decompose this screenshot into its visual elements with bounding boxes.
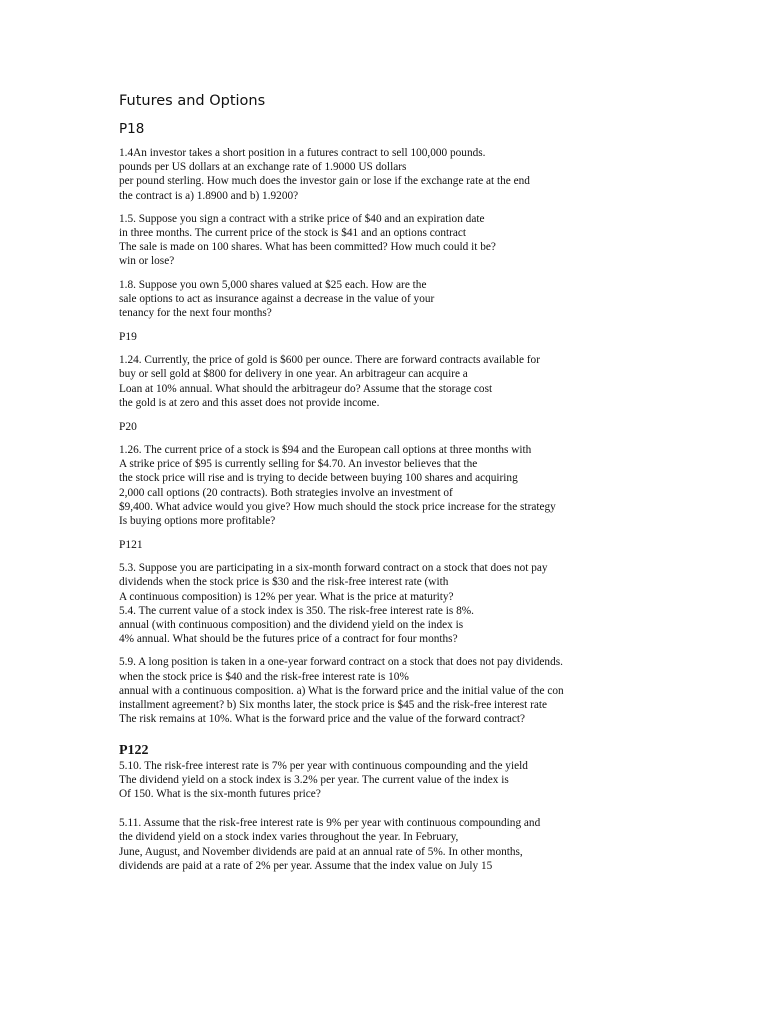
text-line: in three months. The current price of the stock is $41 and an options contract xyxy=(119,227,467,240)
text-line: annual (with continuous composition) and the dividend yield on the index is xyxy=(119,619,464,632)
text-line: 1.4An investor takes a short position in a futures contract to sell 100,000 pounds. xyxy=(119,147,486,159)
text-line: Of 150. What is the six-month futures price? xyxy=(119,787,321,800)
question-5-10 xyxy=(119,759,639,802)
section-heading-p122: P122 xyxy=(119,742,149,758)
text-line: Loan at 10% annual. What should the arbitrageur do? Assume that the storage cost xyxy=(119,382,493,395)
question-1-26 xyxy=(119,443,639,528)
text-line: the gold is at zero and this asset does not provide income. xyxy=(119,396,380,409)
text-line: when the stock price is $40 and the risk-free interest rate is 10% xyxy=(119,670,409,683)
text-line: The sale is made on 100 shares. What has been committed? How much could it be? xyxy=(119,241,496,254)
text-line: dividends when the stock price is $30 and the risk-free interest rate (with xyxy=(119,576,449,589)
text-line: 1.24. Currently, the price of gold is $600 per ounce. There are forward contracts available for xyxy=(119,354,540,367)
text-line: June, August, and November dividends are paid at an annual rate of 5%. In other months, xyxy=(119,845,523,858)
text-line: dividends are paid at a rate of 2% per year. Assume that the index value on July 15 xyxy=(119,859,493,872)
text-line: 1.8. Suppose you own 5,000 shares valued at $25 each. How are the xyxy=(119,278,427,291)
text-line: 5.9. A long position is taken in a one-year forward contract on a stock that does not pay dividends. xyxy=(119,656,563,669)
text-line: 1.26. The current price of a stock is $94 and the European call options at three months with xyxy=(119,444,532,457)
text-line: A strike price of $95 is currently selling for $4.70. An investor believes that the xyxy=(119,458,478,471)
document-page xyxy=(119,92,639,882)
question-1-4 xyxy=(119,146,639,203)
text-line: sale options to act as insurance against a decrease in the value of your xyxy=(119,292,435,305)
text-line: the contract is a) 1.8900 and b) 1.9200? xyxy=(119,189,299,202)
section-heading-p121: P121 xyxy=(119,539,143,552)
text-line: The dividend yield on a stock index is 3.2% per year. The current value of the index is xyxy=(119,773,509,786)
text-line: 5.11. Assume that the risk-free interest rate is 9% per year with continuous compounding and xyxy=(119,817,541,830)
question-1-8 xyxy=(119,278,639,321)
text-line: 1.5. Suppose you sign a contract with a strike price of $40 and an expiration date xyxy=(119,212,485,225)
question-5-9 xyxy=(119,655,639,726)
text-line: 5.4. The current value of a stock index is 350. The risk-free interest rate is 8%. xyxy=(119,604,475,617)
text-line: 4% annual. What should be the futures price of a contract for four months? xyxy=(119,633,458,646)
text-line: buy or sell gold at $800 for delivery in one year. An arbitrageur can acquire a xyxy=(119,368,468,381)
text-line: $9,400. What advice would you give? How much should the stock price increase for the strategy xyxy=(119,500,556,513)
text-line: the stock price will rise and is trying to decide between buying 100 shares and acquiring xyxy=(119,472,518,485)
question-5-11 xyxy=(119,816,639,873)
text-line: Is buying options more profitable? xyxy=(119,515,276,528)
question-1-5 xyxy=(119,212,639,269)
text-line: per pound sterling. How much does the investor gain or lose if the exchange rate at the end xyxy=(119,175,530,188)
document-title: Futures and Options xyxy=(119,93,266,109)
text-line: 2,000 call options (20 contracts). Both strategies involve an investment of xyxy=(119,486,453,499)
question-5-3 xyxy=(119,561,639,646)
text-line: annual with a continuous composition. a) What is the forward price and the initial value of the con xyxy=(119,684,564,697)
text-line: 5.10. The risk-free interest rate is 7% per year with continuous compounding and the yield xyxy=(119,759,528,772)
text-line: installment agreement? b) Six months later, the stock price is $45 and the risk-free interest rate xyxy=(119,699,548,712)
text-line: The risk remains at 10%. What is the forward price and the value of the forward contract? xyxy=(119,713,526,726)
text-line: tenancy for the next four months? xyxy=(119,307,272,320)
question-1-24 xyxy=(119,353,639,410)
section-heading-p19: P19 xyxy=(119,331,137,344)
section-heading-p18: P18 xyxy=(119,121,145,137)
text-line: win or lose? xyxy=(119,255,175,268)
text-line: A continuous composition) is 12% per year. What is the price at maturity? xyxy=(119,590,454,603)
section-heading-p20: P20 xyxy=(119,421,137,434)
text-line: the dividend yield on a stock index varies throughout the year. In February, xyxy=(119,831,459,844)
text-line: 5.3. Suppose you are participating in a six-month forward contract on a stock that does not pay xyxy=(119,562,548,575)
text-line: pounds per US dollars at an exchange rate of 1.9000 US dollars xyxy=(119,161,407,174)
